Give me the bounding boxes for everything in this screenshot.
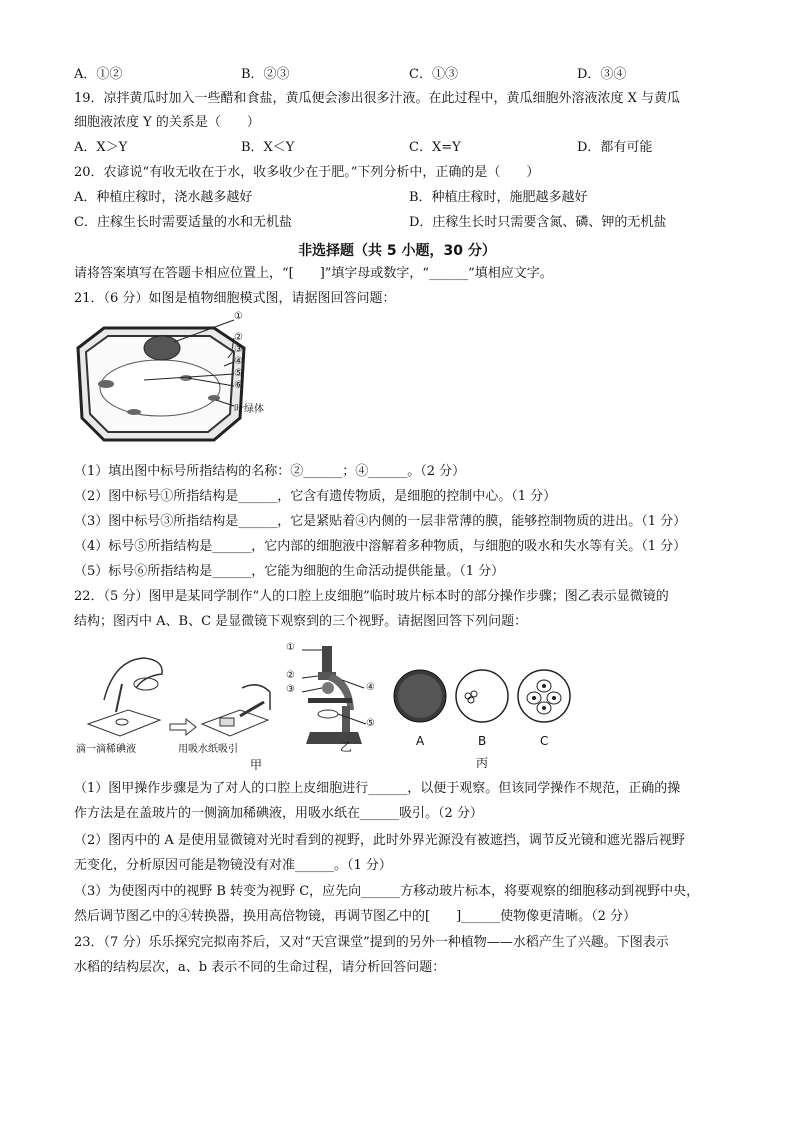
- q20-option-c: C．庄稼生长时需要适量的水和无机盐: [74, 215, 292, 230]
- label-chloroplast: 叶绿体: [234, 404, 264, 415]
- figure-jia: [74, 640, 274, 772]
- microscope-fields-diagram: [388, 662, 574, 732]
- q22-item-2-line1: （2）图丙中的 A 是使用显微镜对光时看到的视野，此时外界光源没有被遮挡，调节反光镜和遮光器后视野: [74, 833, 685, 848]
- q20-option-b: B．种植庄稼时，施肥越多越好: [409, 190, 588, 205]
- yi-name: 乙: [340, 740, 353, 754]
- yi-label-2: ②: [286, 670, 295, 681]
- q21-item-3: （3）图中标号③所指结构是______，它是紧贴着④内侧的一层非常薄的膜，能够控制物质的进出。（1 分）: [74, 514, 687, 529]
- q18-option-b: B．②③: [241, 67, 290, 82]
- q21-stem: 21．（6 分）如图是植物细胞模式图，请据图回答问题：: [74, 291, 396, 306]
- q22-item-3-line1: （3）为使图丙中的视野 B 转变为视野 C，应先向______方移动玻片标本，将要观察的细胞移动到视野中央，: [74, 884, 700, 899]
- label-6: ⑥: [234, 380, 243, 391]
- q19-option-d: D．都有可能: [577, 140, 653, 155]
- q19-option-a: A．X＞Y: [74, 140, 128, 155]
- q18-option-d: D．③④: [577, 67, 627, 82]
- label-1: ①: [234, 311, 243, 322]
- bing-label-b: B: [478, 734, 487, 748]
- q20-option-d: D．庄稼生长时只需要含氮、磷、钾的无机盐: [409, 215, 667, 230]
- label-5: ⑤: [234, 368, 243, 379]
- yi-label-4: ④: [366, 682, 375, 693]
- jia-caption-1: 滴一滴稀碘液: [76, 744, 136, 755]
- yi-label-1: ①: [286, 642, 295, 653]
- q19-option-b: B．X＜Y: [241, 140, 295, 155]
- plant-cell-figure: [74, 308, 274, 456]
- q20-stem: 20．农谚说“有收无收在于水，收多收少在于肥。”下列分析中，正确的是（ ）: [74, 165, 540, 180]
- q23-stem-line2: 水稻的结构层次，a、b 表示不同的生命过程，请分析回答问题：: [74, 960, 446, 975]
- q22-item-1-line2: 作方法是在盖玻片的一侧滴加稀碘液，用吸水纸在______吸引。（2 分）: [74, 806, 483, 821]
- q23-stem-line1: 23．（7 分）乐乐探究完拟南芥后，又对“天宫课堂”提到的另外一种植物——水稻产生了兴趣。下图表示: [74, 935, 669, 950]
- q21-item-1: （1）填出图中标号所指结构的名称：②______；④______。（2 分）: [74, 464, 466, 479]
- yi-label-5: ⑤: [366, 718, 375, 729]
- bing-name: 丙: [476, 756, 489, 770]
- label-4: ④: [234, 356, 243, 367]
- label-2: ②: [234, 332, 243, 343]
- q19-stem-line1: 19．凉拌黄瓜时加入一些醋和食盐，黄瓜便会渗出很多汁液。在此过程中，黄瓜细胞外溶液浓度 X 与黄瓜: [74, 91, 681, 106]
- q18-options: [74, 66, 714, 84]
- q20-options-row2: [74, 214, 714, 232]
- q20-option-a: A．种植庄稼时，浇水越多越好: [74, 190, 253, 205]
- bing-label-c: C: [540, 734, 549, 748]
- bing-label-a: A: [416, 734, 425, 748]
- q21-item-5: （5）标号⑥所指结构是______，它能为细胞的生命活动提供能量。（1 分）: [74, 564, 505, 579]
- figure-yi: [282, 640, 392, 752]
- label-3: ③: [234, 344, 243, 355]
- q19-option-c: C．X=Y: [409, 140, 461, 155]
- microscope-diagram: [282, 640, 392, 752]
- q22-item-3-line2: 然后调节图乙中的④转换器，换用高倍物镜，再调节图乙中的[ ]______使物像更清晰。（2 分）: [74, 909, 637, 924]
- staining-steps-diagram: [74, 640, 274, 750]
- plant-cell-diagram: [74, 308, 274, 456]
- q22-stem-line2: 结构；图丙中 A、B、C 是显微镜下观察到的三个视野。请据图回答下列问题：: [74, 614, 528, 629]
- q18-option-c: C．①③: [409, 67, 458, 82]
- q19-stem-line2: 细胞液浓度 Y 的关系是（ ）: [74, 115, 260, 130]
- section-instruction: 请将答案填写在答题卡相应位置上，“[ ]”填字母或数字，“______”填相应文字。: [74, 266, 553, 281]
- section-title: 非选择题（共 5 小题，30 分）: [298, 243, 496, 259]
- q22-stem-line1: 22．（5 分）图甲是某同学制作“人的口腔上皮细胞”临时玻片标本时的部分操作步骤；图乙表示显微镜的: [74, 589, 669, 604]
- jia-caption-2: 用吸水纸吸引: [178, 744, 238, 755]
- q18-option-a: A．①②: [74, 67, 123, 82]
- yi-label-3: ③: [286, 684, 295, 695]
- q22-item-1-line1: （1）图甲操作步骤是为了对人的口腔上皮细胞进行______，以便于观察。但该同学操作不规范，正确的操: [74, 781, 681, 796]
- q20-options-row1: [74, 189, 714, 207]
- q22-item-2-line2: 无变化，分析原因可能是物镜没有对准______。（1 分）: [74, 858, 392, 873]
- q19-options: [74, 139, 714, 157]
- figure-bing: [388, 662, 574, 772]
- q21-item-2: （2）图中标号①所指结构是______，它含有遗传物质，是细胞的控制中心。（1 分）: [74, 489, 557, 504]
- jia-name: 甲: [250, 758, 263, 772]
- q21-item-4: （4）标号⑤所指结构是______，它内部的细胞液中溶解着多种物质，与细胞的吸水和失水等有关。（1 分）: [74, 539, 687, 554]
